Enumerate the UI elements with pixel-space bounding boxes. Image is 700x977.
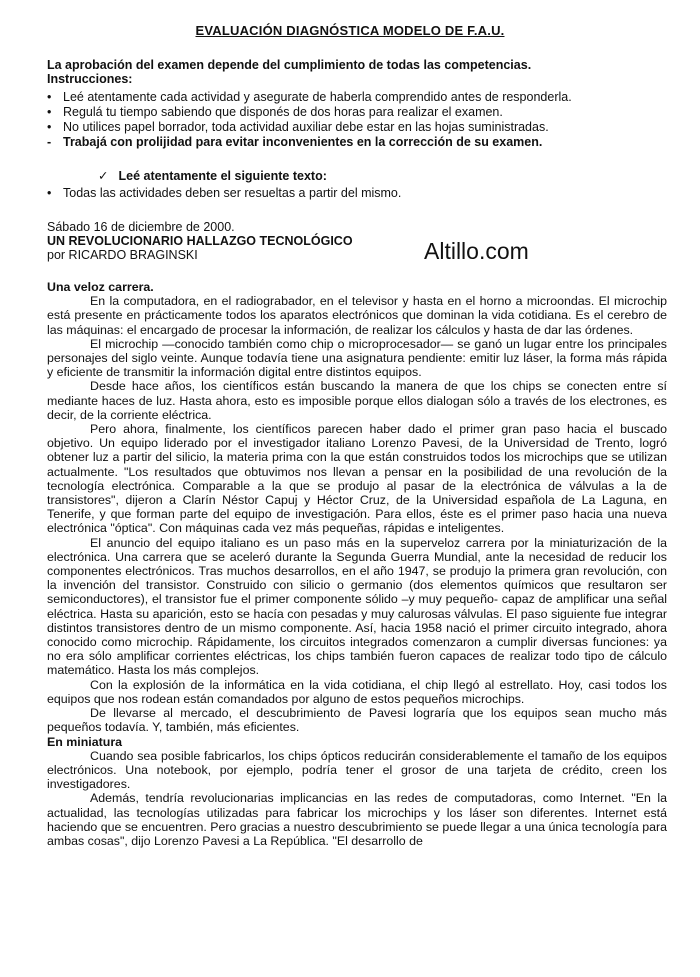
paragraph: Cuando sea posible fabricarlos, los chips ópticos reducirán considerablemente el tamaño de los equipos electrónicos. Una notebook, por ejemplo, podría tener el grosor de una tarjeta de crédito, creen los investigadores. <box>47 748 667 792</box>
section-heading: En miniatura <box>47 734 123 749</box>
paragraph: Además, tendría revolucionarias implicancias en las redes de computadoras, como Internet. "En la actualidad, las tecnologías utilizadas para fabricar los microchips y los láser son diferentes. Internet está haciendo que se encuentren. Pero gracias a nuestro descubrimiento se puede llegar a una única tecnología para ambas cosas", dijo Lorenzo Pavesi a La República. "El desarrollo de <box>47 791 667 848</box>
paragraph: El microchip —conocido también como chip o microprocesador— se ganó un lugar entre los principales personajes del siglo veinte. Aunque todavía tiene una asignatura pendiente: emitir luz láser, la forma más rápida y eficiente de transmitir la información digital entre distintos equipos. <box>47 336 667 380</box>
paragraph: Pero ahora, finalmente, los científicos parecen haber dado el primer gran paso hacia el buscado objetivo. Un equipo liderado por el investigador italiano Lorenzo Pavesi, de la Universidad de Trento, logró obtener luz a partir del silicio, la materia prima con la que están construidos todos los microchips que se utilizan actualmente. "Los resultados que obtuvimos nos llevan a pensar en la posibilidad de una revolución de la tecnología electrónica. Comparable a la que se produjo al pasar de la electrónica de válvulas a la de transistores", dijeron a Clarín Néstor Capuj y Héctor Cruz, de la Universidad española de La Laguna, en Tenerife, y que forman parte del equipo de investigación. Para ellos, éste es el primer paso hacia una nueva electrónica "óptica". Con máquinas cada vez más pequeñas, rápidas e inteligentes. <box>47 422 667 536</box>
paragraph: Con la explosión de la informática en la vida cotidiana, el chip llegó al estrellato. Hoy, casi todos los equipos que nos rodean están comandados por alguno de estos pequeños microchips. <box>47 677 667 706</box>
instructions-heading: Instrucciones: <box>47 72 133 86</box>
instructions-list <box>47 90 667 150</box>
article-body <box>47 280 667 848</box>
paragraph: En la computadora, en el radiograbador, en el televisor y hasta en el horno a microondas. El microchip está presente en prácticamente todos los aparatos electrónicos que dominan la vida cotidiana. Es el cerebro de las máquinas: el encargado de procesar la información, de realizar los cálculos y hasta de dar las órdenes. <box>47 294 667 337</box>
paragraph: De llevarse al mercado, el descubrimiento de Pavesi lograría que los equipos sean mucho más pequeños todavía. Y, también, más eficientes. <box>47 706 667 735</box>
bullet-icon: • <box>47 105 52 119</box>
bullet-icon: • <box>47 120 52 134</box>
list-item: • Leé atentamente cada actividad y asegurate de haberla comprendido antes de responderla. <box>47 90 572 104</box>
article-headline: UN REVOLUCIONARIO HALLAZGO TECNOLÓGICO <box>47 234 353 248</box>
article-byline: por RICARDO BRAGINSKI <box>47 248 198 262</box>
bullet-icon: • <box>47 186 52 200</box>
dash-icon: - <box>47 135 52 149</box>
section-heading: Una veloz carrera. <box>47 280 154 294</box>
paragraph: El anuncio del equipo italiano es un paso más en la superveloz carrera por la miniaturización de la electrónica. Una carrera que se aceleró durante la Segunda Guerra Mundial, ante la necesidad de reducir los componentes electrónicos. Tras muchos desarrollos, en el año 1947, se produjo la primera gran revolución, con la invención del transistor. Construido con silicio o germanio (dos elementos químicos que resultaron ser semiconductores), el transistor fue el primer componente sólido –y muy pequeño- capaz de amplificar una señal eléctrica. Hasta su aparición, esto se hacía con pesadas y muy calurosas válvulas. El paso siguiente fue integrar distintos transistores dentro de un mismo componente. Así, hacia 1958 nació el primer circuito integrado, ahora conocido como microchip. Rápidamente, los circuitos integrados comenzaron a cumplir diversas funciones: ya no era sólo amplificar corrientes eléctricas, los chips también fueron capaces de realizar todo tipo de cálculo matemático. Hasta los más complejos. <box>47 535 667 678</box>
document-title: EVALUACIÓN DIAGNÓSTICA MODELO DE F.A.U. <box>195 23 505 38</box>
reading-instruction: ✓ Leé atentamente el siguiente texto: <box>98 169 327 183</box>
watermark-brand: Altillo.com <box>424 238 529 264</box>
intro-line: La aprobación del examen depende del cumplimiento de todas las competencias. <box>47 58 532 72</box>
article-header <box>47 220 353 262</box>
paragraph: Desde hace años, los científicos están buscando la manera de que los chips se conecten entre sí mediante haces de luz. Hasta ahora, esto es imposible porque ellos dialogan sólo a través de los electrones, es decir, de la corriente eléctrica. <box>47 379 667 422</box>
list-item: • No utilices papel borrador, toda actividad auxiliar debe estar en las hojas suministradas. <box>47 120 549 134</box>
bullet-icon: • <box>47 90 52 104</box>
list-item: • Todas las actividades deben ser resueltas a partir del mismo. <box>47 186 402 200</box>
checkmark-icon: ✓ <box>98 169 109 183</box>
intro-block <box>47 58 667 86</box>
list-item: • Regulá tu tiempo sabiendo que disponés de dos horas para realizar el examen. <box>47 105 503 119</box>
article-date: Sábado 16 de diciembre de 2000. <box>47 220 235 234</box>
list-item: - Trabajá con prolijidad para evitar inconvenientes en la corrección de su examen. <box>47 135 543 149</box>
